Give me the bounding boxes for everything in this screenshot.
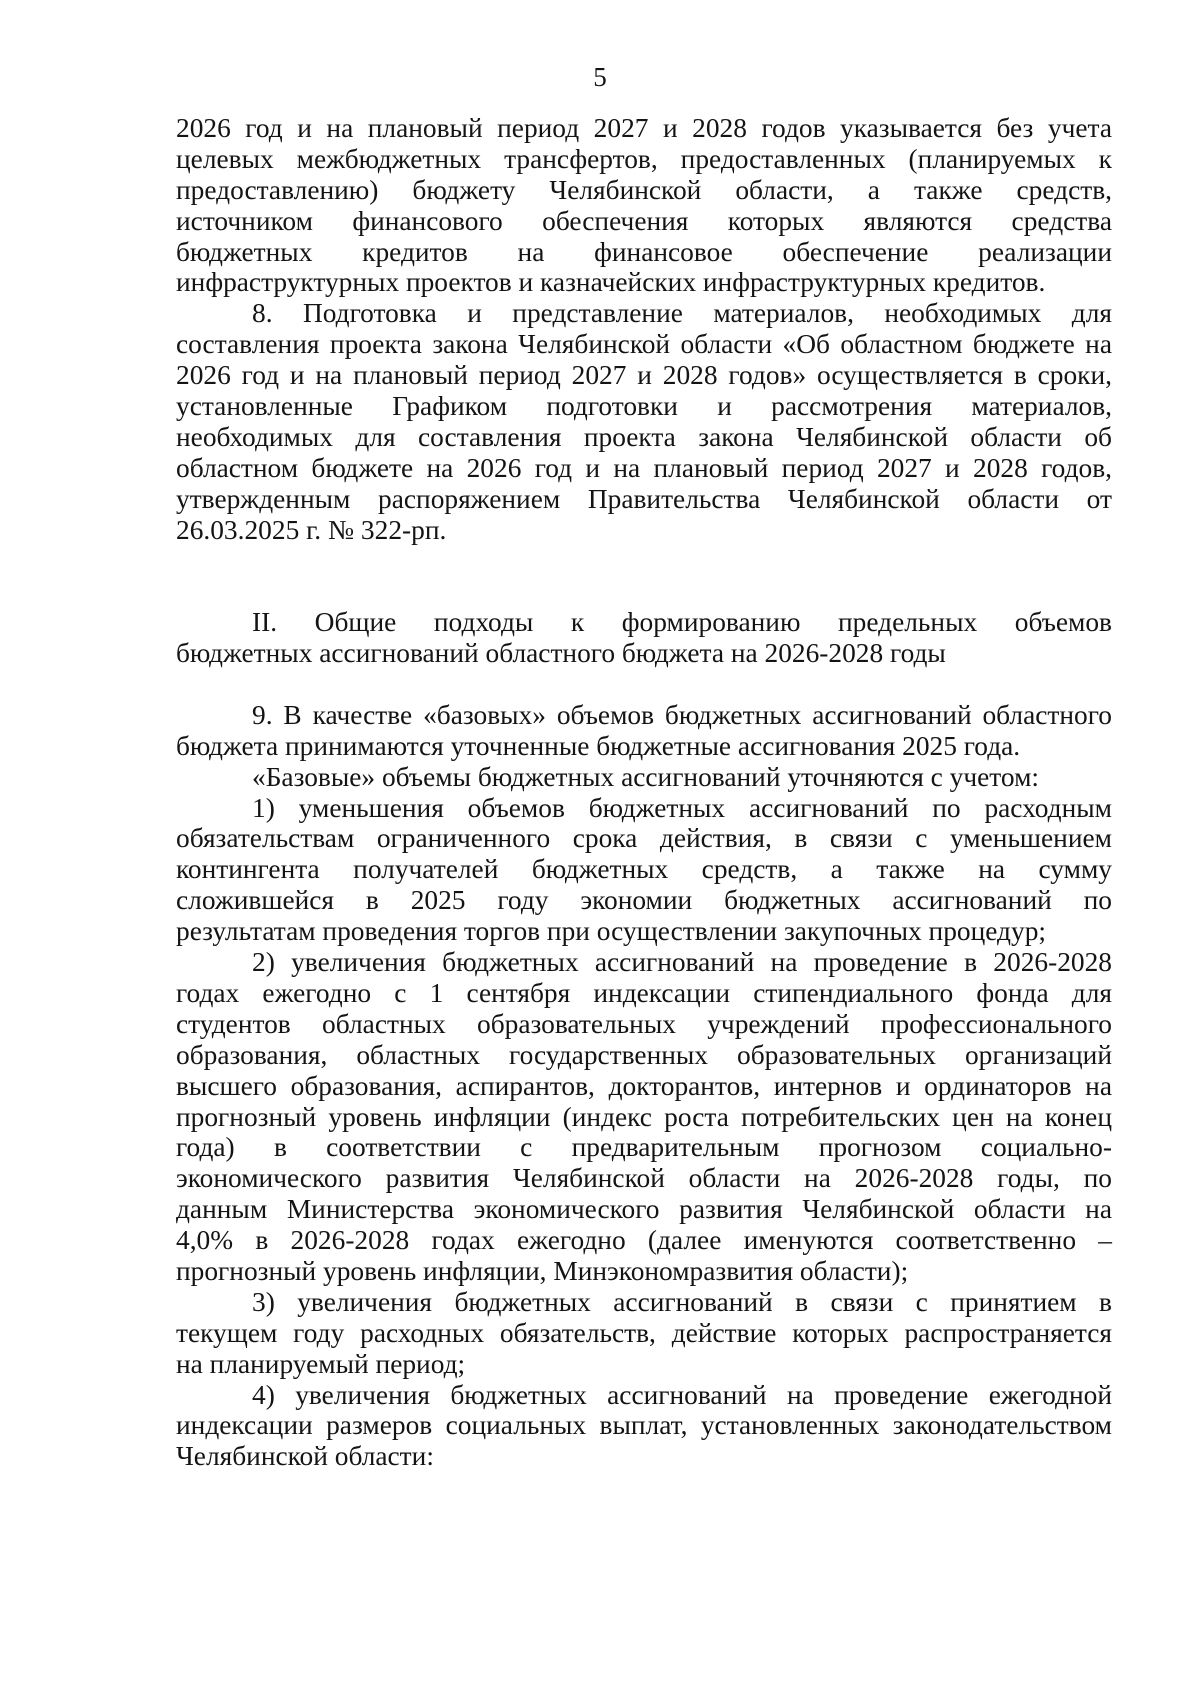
text-line: 2) увеличения бюджетных ассигнований на проведение в 2026-2028 bbox=[252, 947, 1112, 978]
list-item-4 bbox=[176, 1380, 1112, 1473]
text-line: индексации размеров социальных выплат, установленных законодательством bbox=[176, 1410, 1112, 1441]
text-line: предоставлению) бюджету Челябинской области, а также средств, bbox=[176, 174, 1112, 205]
text-line: бюджетных ассигнований областного бюджета на 2026-2028 годы bbox=[176, 638, 946, 669]
list-item-3 bbox=[176, 1287, 1112, 1380]
document-body bbox=[176, 113, 1112, 1472]
text-line: 2026 год и на плановый период 2027 и 2028 годов» осуществляется в сроки, bbox=[176, 360, 1112, 391]
blank-line bbox=[176, 576, 1112, 607]
text-line: 3) увеличения бюджетных ассигнований в связи с принятием в bbox=[252, 1286, 1112, 1317]
text-line: необходимых для составления проекта закона Челябинской области об bbox=[176, 421, 1112, 452]
text-line: областном бюджете на 2026 год и на плановый период 2027 и 2028 годов, bbox=[176, 452, 1112, 483]
text-line: обязательствам ограниченного срока действия, в связи с уменьшением bbox=[176, 823, 1112, 854]
text-line: Челябинской области: bbox=[176, 1441, 434, 1472]
list-item-2 bbox=[176, 947, 1112, 1287]
list-item-1 bbox=[176, 793, 1112, 947]
text-line: 8. Подготовка и представление материалов, необходимых для bbox=[252, 298, 1112, 329]
section-2-heading bbox=[176, 607, 1112, 669]
text-line: II. Общие подходы к формированию предельных объемов bbox=[252, 607, 1112, 638]
text-line: инфраструктурных проектов и казначейских инфраструктурных кредитов. bbox=[176, 267, 1046, 298]
text-line: бюджетных кредитов на финансовое обеспечение реализации bbox=[176, 236, 1112, 267]
text-line: данным Министерства экономического развития Челябинской области на bbox=[176, 1194, 1112, 1225]
blank-line bbox=[176, 545, 1112, 576]
text-line: на планируемый период; bbox=[176, 1348, 466, 1379]
text-line: прогнозный уровень инфляции, Минэкономразвития области); bbox=[176, 1255, 909, 1286]
text-line: составления проекта закона Челябинской области «Об областном бюджете на bbox=[176, 329, 1112, 360]
text-line: 1) уменьшения объемов бюджетных ассигнований по расходным bbox=[252, 792, 1112, 823]
text-line: высшего образования, аспирантов, докторантов, интернов и ординаторов на bbox=[176, 1070, 1112, 1101]
text-line: 9. В качестве «базовых» объемов бюджетных ассигнований областного bbox=[252, 699, 1112, 730]
text-line: результатам проведения торгов при осуществлении закупочных процедур; bbox=[176, 916, 1046, 947]
text-line: прогнозный уровень инфляции (индекс роста потребительских цен на конец bbox=[176, 1101, 1112, 1132]
text-line: 2026 год и на плановый период 2027 и 2028 годов указывается без учета bbox=[176, 113, 1112, 143]
page-number: 5 bbox=[593, 62, 607, 92]
text-line: студентов областных образовательных учреждений профессионального bbox=[176, 1008, 1112, 1039]
text-line: 26.03.2025 г. № 322-рп. bbox=[176, 514, 447, 545]
text-line: образования, областных государственных образовательных организаций bbox=[176, 1039, 1112, 1070]
text-line: годах ежегодно с 1 сентября индексации стипендиального фонда для bbox=[176, 977, 1112, 1008]
text-line: контингента получателей бюджетных средств, а также на сумму bbox=[176, 854, 1112, 885]
paragraph-9 bbox=[176, 700, 1112, 762]
text-line: «Базовые» объемы бюджетных ассигнований уточняются с учетом: bbox=[252, 761, 1040, 792]
paragraph-8 bbox=[176, 298, 1112, 545]
blank-line bbox=[176, 669, 1112, 700]
text-line: установленные Графиком подготовки и рассмотрения материалов, bbox=[176, 391, 1112, 422]
text-line: года) в соответствии с предварительным прогнозом социально- bbox=[176, 1132, 1112, 1163]
text-line: экономического развития Челябинской области на 2026-2028 годы, по bbox=[176, 1163, 1112, 1194]
text-line: источником финансового обеспечения которых являются средства bbox=[176, 205, 1112, 236]
text-line: 4,0% в 2026-2028 годах ежегодно (далее именуются соответственно – bbox=[176, 1225, 1112, 1256]
text-line: бюджета принимаются уточненные бюджетные ассигнования 2025 года. bbox=[176, 730, 1021, 761]
text-line: сложившейся в 2025 году экономии бюджетных ассигнований по bbox=[176, 885, 1112, 916]
text-line: текущем году расходных обязательств, действие которых распространяется bbox=[176, 1317, 1112, 1348]
base-volumes-intro bbox=[176, 762, 1112, 793]
text-line: утвержденным распоряжением Правительства Челябинской области от bbox=[176, 483, 1112, 514]
paragraph-7-continuation bbox=[176, 113, 1112, 298]
text-line: целевых межбюджетных трансфертов, предоставленных (планируемых к bbox=[176, 143, 1112, 174]
text-line: 4) увеличения бюджетных ассигнований на проведение ежегодной bbox=[252, 1379, 1112, 1410]
